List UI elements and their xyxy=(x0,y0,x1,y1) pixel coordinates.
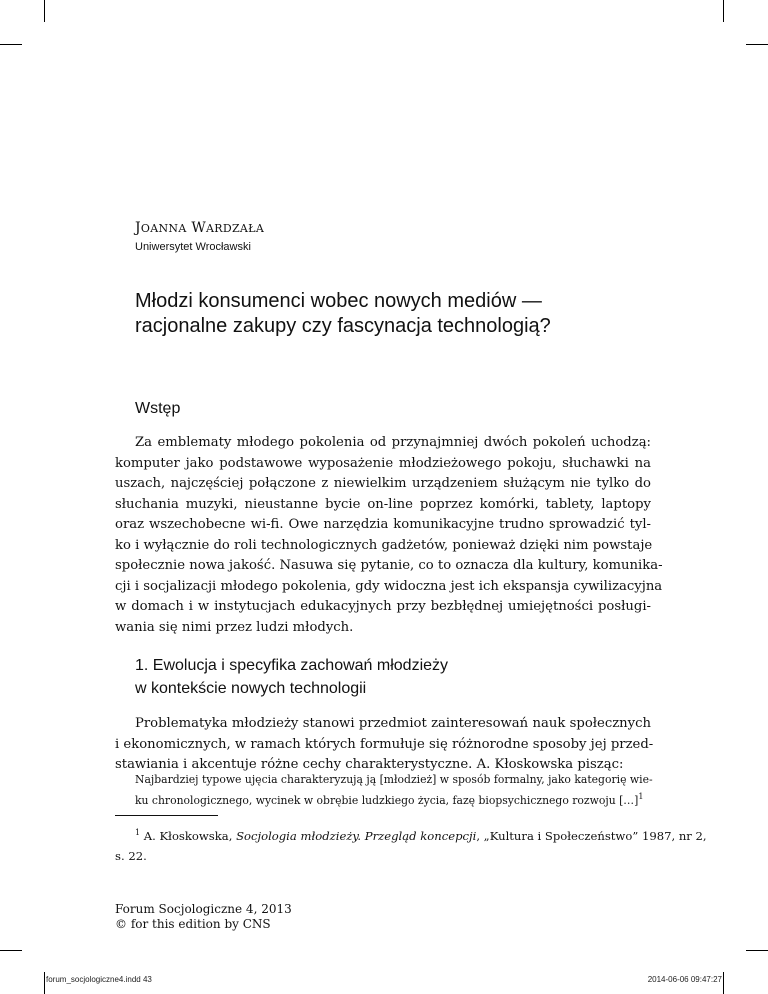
quote-line-text: ku chronologicznego, wycinek w obrębie ludzkiego życia, fazę biopsychicznego rozwoju […] xyxy=(135,793,639,807)
journal-line: Forum Socjologiczne 4, 2013 xyxy=(115,902,292,916)
paragraph-line: Problematyka młodzieży stanowi przedmiot zainteresowań nauk społecznych xyxy=(135,716,651,731)
crop-mark xyxy=(44,0,45,22)
footnote-line xyxy=(115,823,707,846)
paragraph-line: Za emblematy młodego pokolenia od przynajmniej dwóch pokoleń uchodzą: xyxy=(135,435,651,450)
paragraph-line: uszach, najczęściej połączone z niewielkim urządzeniem służącym nie tylko do xyxy=(115,476,651,491)
print-slug-file: forum_socjologiczne4.indd 43 xyxy=(46,975,152,984)
footnote-number: 1 xyxy=(135,828,141,837)
crop-mark xyxy=(44,972,45,994)
footnote-ref: 1 xyxy=(638,791,644,801)
paragraph-line: słuchania muzyki, nieustanne bycie on-line poprzez komórki, tablety, laptopy xyxy=(115,496,651,512)
author-first-rest: OANNA xyxy=(140,222,187,235)
section-heading-line: w kontekście nowych technologii xyxy=(135,680,367,697)
print-slug-timestamp: 2014-06-06 09:47:27 xyxy=(647,975,722,984)
paragraph-line: stawiania i akcentuje różne cechy charakterystyczne. A. Kłoskowska pisząc: xyxy=(115,757,624,772)
intro-paragraph xyxy=(115,433,663,638)
paragraph-line: cji i socjalizacji młodego pokolenia, gdy widoczna jest ich ekspansja cywilizacyjna xyxy=(115,578,663,594)
footnote-author: A. Kłoskowska, xyxy=(143,829,233,843)
copyright-line: © for this edition by CNS xyxy=(115,917,271,931)
paragraph-line: oraz wszechobecne wi-fi. Owe narzędzia komunikacyjne trudno sprowadzić tyl- xyxy=(115,517,651,532)
article-title xyxy=(135,289,655,339)
footnote-work-title: Socjologia młodzieży. Przegląd koncepcji xyxy=(236,829,477,843)
quote-line: Najbardziej typowe ujęcia charakteryzują ją [młodzież] w sposób formalny, jako kategorię wie- xyxy=(135,773,653,786)
block-quote xyxy=(135,772,651,809)
footnote xyxy=(115,823,707,866)
article-title-line: Młodzi konsumenci wobec nowych mediów — xyxy=(135,290,542,312)
article-title-line: racjonalne zakupy czy fascynacja technologią? xyxy=(135,315,551,337)
paragraph-line: ko i wyłącznie do roli technologicznych gadżetów, ponieważ dzięki nim powstaje xyxy=(115,537,653,553)
footnote-rest: , „Kultura i Społeczeństwo” 1987, nr 2, xyxy=(476,829,707,843)
paragraph-line: komputer jako podstawowe wyposażenie młodzieżowego pokoju, słuchawki na xyxy=(115,455,651,471)
journal-info xyxy=(115,902,292,932)
author-last-rest: ARDZAŁA xyxy=(206,222,265,235)
crop-mark xyxy=(746,44,768,45)
paragraph-line: i ekonomicznych, w ramach których formułuje się różnorodne sposoby jej przed- xyxy=(115,736,654,752)
crop-mark xyxy=(0,950,22,951)
footnote-rule xyxy=(115,815,218,816)
section-heading-line: 1. Ewolucja i specyfika zachowań młodzieży xyxy=(135,657,449,674)
section-heading-1 xyxy=(135,654,448,700)
section-1-paragraph xyxy=(115,714,654,776)
section-heading-intro: Wstęp xyxy=(135,400,181,417)
author-name xyxy=(135,220,264,236)
paragraph-line: w domach i w instytucjach edukacyjnych przy bezbłędnej umiejętności posługi- xyxy=(115,599,651,614)
crop-mark xyxy=(723,0,724,22)
paragraph-line: wania się nimi przez ludzi młodych. xyxy=(115,619,354,635)
crop-mark xyxy=(723,972,724,994)
quote-line xyxy=(135,789,651,810)
crop-mark xyxy=(0,44,22,45)
crop-mark xyxy=(746,950,768,951)
paragraph-line: społecznie nowa jakość. Nasuwa się pytanie, co to oznacza dla kultury, komunika- xyxy=(115,558,663,573)
author-last-initial: W xyxy=(191,220,207,236)
author-affiliation: Uniwersytet Wrocławski xyxy=(135,241,251,253)
footnote-line: s. 22. xyxy=(115,849,147,863)
author-first-initial: J xyxy=(135,220,141,236)
